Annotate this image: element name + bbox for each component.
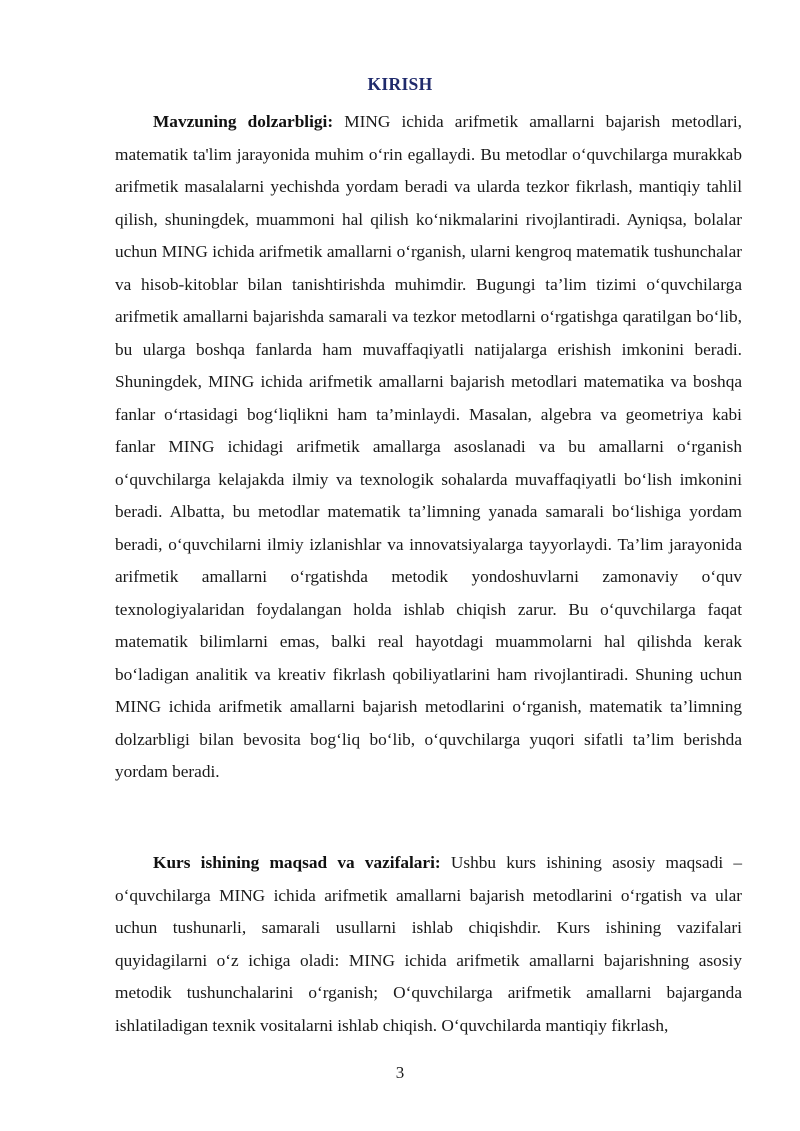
goals-lead: Kurs ishining maqsad va vazifalari: (153, 853, 441, 872)
relevance-paragraph (115, 106, 742, 789)
relevance-section (115, 106, 742, 789)
goals-paragraph (115, 847, 742, 1042)
page-number: 3 (395, 1063, 405, 1082)
relevance-lead: Mavzuning dolzarbligi: (153, 112, 334, 131)
goals-text: Ushbu kurs ishining asosiy maqsadi – o‘quvchilarga MING ichida arifmetik amallarni bajarish metodlarini o‘rgatish va ular uchun tushunarli, samarali usullarni ishlab chiqishdir. Kurs ishining vazifalari quyidagilarni o‘z ichiga oladi: MING ichida arifmetik amallarni bajarishning asosiy metodik tushunchalarini o‘rganish; O‘quvchilarga arifmetik amallarni bajarganda ishlatiladigan texnik vositalarni ishlab chiqish. O‘quvchilarda mantiqiy fikrlash, (115, 853, 742, 1035)
goals-section (115, 847, 742, 1042)
section-heading: KIRISH (367, 74, 433, 94)
relevance-text: MING ichida arifmetik amallarni bajarish metodlari, matematik ta'lim jarayonida muhim o‘rin egallaydi. Bu metodlar o‘quvchilarga murakkab arifmetik masalalarni yechishda yordam beradi va ularda tezkor fikrlash, mantiqiy tahlil qilish, shuningdek, muammoni hal qilish ko‘nikmalarini rivojlantiradi. Ayniqsa, bolalar uchun MING ichida arifmetik amallarni o‘rganish, ularni kengroq matematik tushunchalar va hisob-kitoblar bilan tanishtirishda muhimdir. Bugungi ta’lim tizimi o‘quvchilarga arifmetik amallarni bajarishda samarali va tezkor metodlarni o‘rgatishga qaratilgan bo‘lib, bu ularga boshqa fanlarda ham muvaffaqiyatli natijalarga erishish imkonini beradi. Shuningdek, MING ichida arifmetik amallarni bajarish metodlari matematika va boshqa fanlar o‘rtasidagi bog‘liqlikni ham ta’minlaydi. Masalan, algebra va geometriya kabi fanlar MING ichidagi arifmetik amallarga asoslanadi va bu amallarni o‘rganish o‘quvchilarga kelajakda ilmiy va texnologik sohalarda muvaffaqiyatli bo‘lish imkonini beradi. Albatta, bu metodlar matematik ta’limning yanada samarali bo‘lishiga yordam beradi, o‘quvchilarni ilmiy izlanishlar va innovatsiyalarga tayyorlaydi. Ta’lim jarayonida arifmetik amallarni o‘rgatishda metodik yondoshuvlarni zamonaviy o‘quv texnologiyalaridan foydalangan holda ishlab chiqish zarur. Bu o‘quvchilarga faqat matematik bilimlarni emas, balki real hayotdagi muammolarni hal qilishda kerak bo‘ladigan analitik va kreativ fikrlash qobiliyatlarini ham rivojlantiradi. Shuning uchun MING ichida arifmetik amallarni bajarish metodlarini o‘rganish, matematik ta’limning dolzarbligi bilan bevosita bog‘liq bo‘lib, o‘quvchilarga yuqori sifatli ta’lim berishda yordam beradi. (115, 112, 742, 781)
